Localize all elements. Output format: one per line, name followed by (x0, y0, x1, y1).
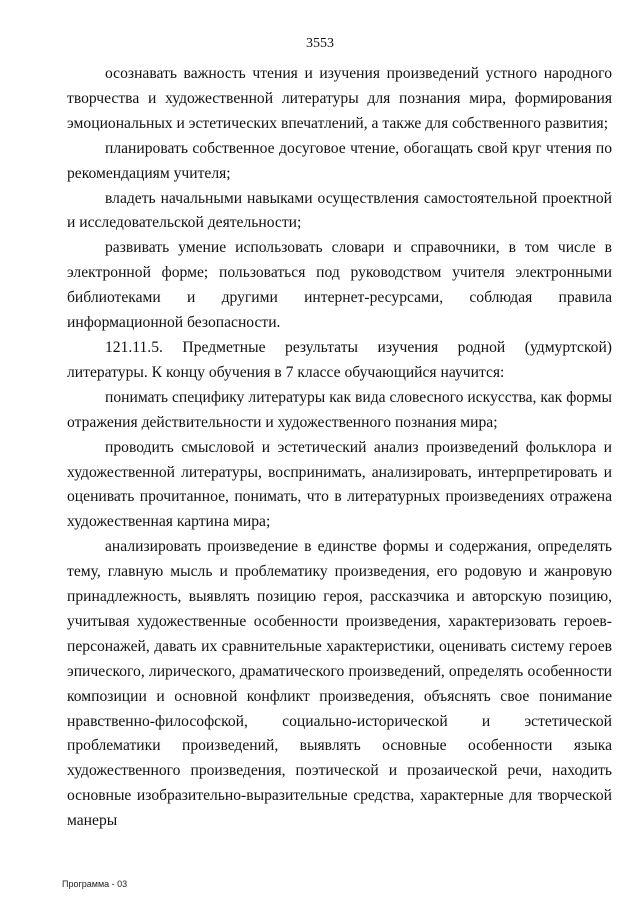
paragraph-work-analysis: анализировать произведение в единстве формы и содержания, определять тему, главную мысль и проблематику произведения, его родовую и жанровую принадлежность, выявлять позицию героя, рассказчика и авторскую позицию, учитывая художественные особенности произведения, характеризовать героев-персонажей, давать их сравнительные характеристики, оценивать систему героев эпического, лирического, драматического произведений, определять особенности композиции и основной конфликт произведения, объяснять свое понимание нравственно-философской, социально-исторической и эстетической проблематики произведений, выявлять основные особенности языка художественного произведения, поэтической и прозаической речи, находить основные изобразительно-выразительные средства, характерные для творческой манеры (67, 538, 612, 830)
paragraph-section-heading: 121.11.5. Предметные результаты изучения родной (удмуртской) литературы. К концу обучения в 7 классе обучающийся научится: (67, 338, 612, 381)
paragraph-dictionaries: развивать умение использовать словари и справочники, в том числе в электронной форме; пользоваться под руководством учителя электронными библиотеками и другими интернет-ресурсами, соблюдая правила информационной безопасности. (67, 239, 612, 332)
paragraph-semantic-analysis: проводить смысловой и эстетический анализ произведений фольклора и художественной литературы, воспринимать, анализировать, интерпретировать и оценивать прочитанное, понимать, что в литературных произведениях отражена художественная картина мира; (67, 438, 612, 531)
page-number: 3553 (306, 36, 334, 51)
paragraph-reading-importance: осознавать важность чтения и изучения произведений устного народного творчества и художественной литературы для познания мира, формирования эмоциональных и эстетических впечатлений, а также для собственного развития; (67, 65, 612, 132)
paragraph-leisure-reading: планировать собственное досуговое чтение, обогащать свой круг чтения по рекомендациям учителя; (67, 139, 612, 182)
paragraph-literature-specifics: понимать специфику литературы как вида словесного искусства, как формы отражения действительности и художественного познания мира; (67, 388, 612, 431)
footer-label: Программа - 03 (62, 879, 128, 889)
document-body (67, 62, 612, 834)
paragraph-project-skills: владеть начальными навыками осуществления самостоятельной проектной и исследовательской деятельности; (67, 189, 612, 232)
